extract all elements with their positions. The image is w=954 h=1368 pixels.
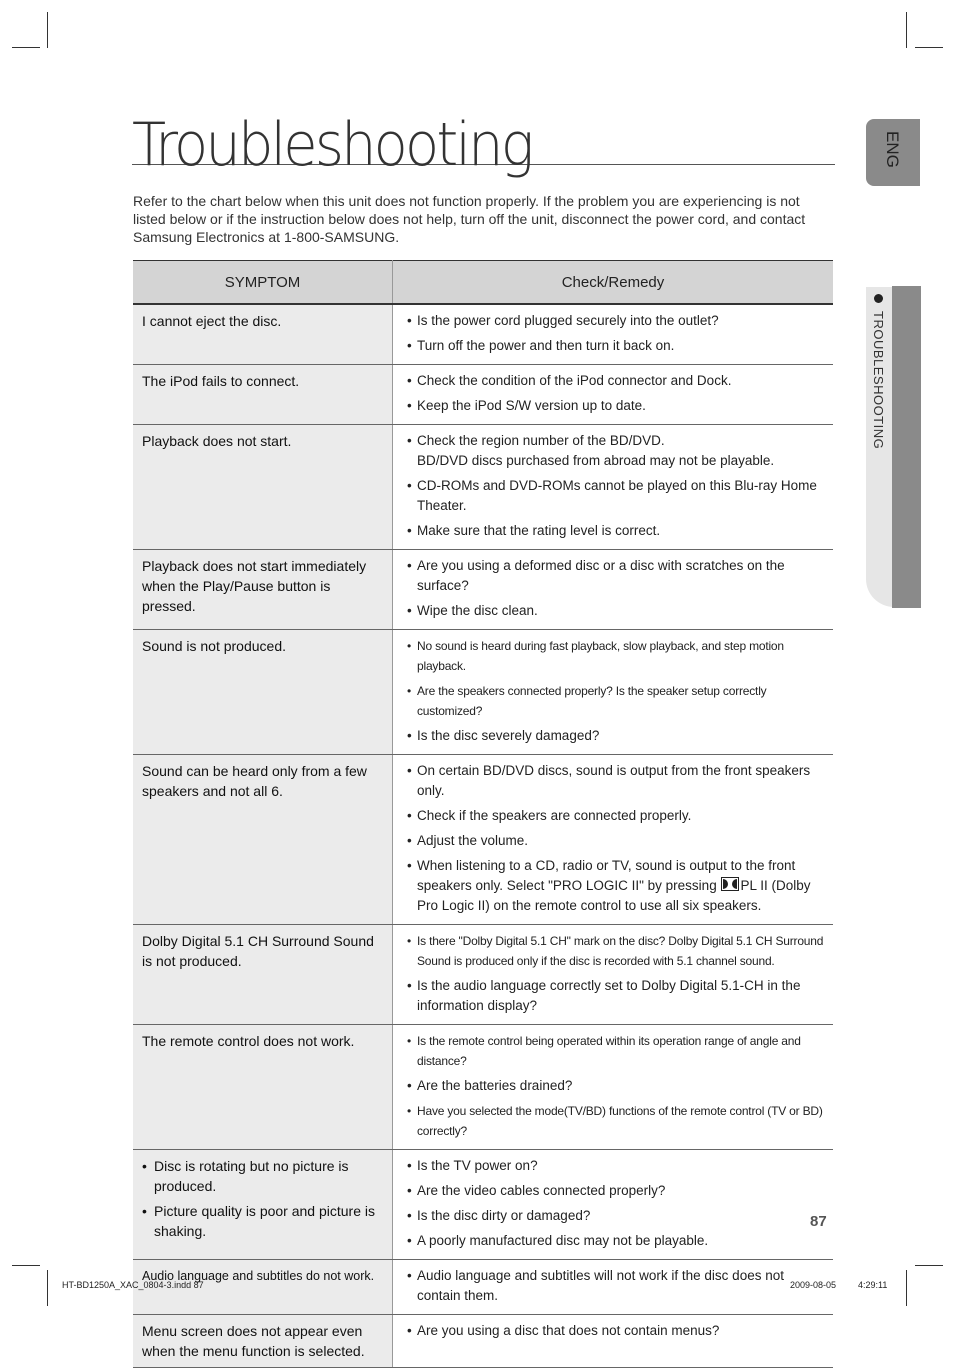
intro-paragraph: Refer to the chart below when this unit does not function properly. If the problem you are experiencing is not listed below or if the instruction below does not help, turn off the unit, disconnect the power cord, and contact Samsung Electronics at 1-800-SAMSUNG. <box>133 193 806 245</box>
table-row <box>133 1315 833 1368</box>
table-row <box>133 1025 833 1150</box>
remedy-item: • Is the TV power on? <box>407 1156 827 1176</box>
remedy-item: • Check the region number of the BD/DVD. BD/DVD discs purchased from abroad may not be playable. <box>407 431 827 471</box>
crop-mark <box>12 1265 40 1266</box>
language-tab <box>866 119 920 186</box>
remedy-item: • Is the disc dirty or damaged? <box>407 1206 827 1226</box>
remedy-item: • Adjust the volume. <box>407 831 827 851</box>
symptom-cell: The iPod fails to connect. <box>133 365 393 425</box>
section-label: TROUBLESHOOTING <box>871 294 886 449</box>
remedy-cell <box>393 304 834 365</box>
symptom-cell: The remote control does not work. <box>133 1025 393 1150</box>
symptom-cell: Audio language and subtitles do not work. <box>133 1260 393 1315</box>
symptom-item: • Picture quality is poor and picture is shaking. <box>142 1201 384 1241</box>
remedy-item: • CD-ROMs and DVD-ROMs cannot be played on this Blu-ray Home Theater. <box>407 476 827 516</box>
remedy-item: • Is the audio language correctly set to Dolby Digital 5.1-CH in the information display? <box>407 976 827 1016</box>
bullet-icon <box>874 294 883 303</box>
table-row <box>133 630 833 755</box>
table-row <box>133 925 833 1025</box>
remedy-item: • Have you selected the mode(TV/BD) functions of the remote control (TV or BD) correctly? <box>407 1101 827 1141</box>
remedy-cell <box>393 550 834 630</box>
remedy-cell <box>393 755 834 925</box>
remedy-cell <box>393 1260 837 1315</box>
crop-mark <box>915 47 943 48</box>
footer-time: 4:29:11 <box>858 1280 888 1290</box>
remedy-item: • No sound is heard during fast playback, slow playback, and step motion playback. <box>407 636 827 676</box>
remedy-item: • When listening to a CD, radio or TV, sound is output to the front speakers only. Select "PRO LOGIC II" by pressing PL II (Dolby Pro Logic II) on the remote control to use all six speakers. <box>407 856 827 916</box>
dolby-logo-icon <box>721 877 739 891</box>
symptom-cell: Playback does not start. <box>133 425 393 550</box>
symptom-cell: Sound is not produced. <box>133 630 393 755</box>
remedy-item: • Is there "Dolby Digital 5.1 CH" mark on the disc? Dolby Digital 5.1 CH Surround Sound is produced only if the disc is recorded with 5.1 channel sound. <box>407 931 827 971</box>
remedy-item: • Audio language and subtitles will not work if the disc does not contain them. <box>407 1266 827 1306</box>
language-label: ENG <box>883 131 902 168</box>
table-row <box>133 304 833 365</box>
symptom-cell: Menu screen does not appear even when the menu function is selected. <box>133 1315 393 1368</box>
crop-mark <box>915 1265 943 1266</box>
remedy-cell <box>393 1025 834 1150</box>
remedy-item: • Is the disc severely damaged? <box>407 726 827 746</box>
remedy-item: • Are you using a deformed disc or a disc with scratches on the surface? <box>407 556 827 596</box>
remedy-item: • Is the power cord plugged securely into the outlet? <box>407 311 827 331</box>
remedy-item: • Turn off the power and then turn it back on. <box>407 336 827 356</box>
table-row <box>133 550 833 630</box>
remedy-cell <box>393 925 834 1025</box>
remedy-cell <box>393 425 834 550</box>
footer-file-info: HT-BD1250A_XAC_0804-3.indd 87 <box>62 1280 204 1290</box>
troubleshooting-table <box>133 260 833 1368</box>
remedy-item: • On certain BD/DVD discs, sound is output from the front speakers only. <box>407 761 827 801</box>
remedy-cell <box>393 1315 834 1368</box>
symptom-item: • Disc is rotating but no picture is produced. <box>142 1156 384 1196</box>
crop-mark <box>47 1270 48 1306</box>
remedy-item: • Is the remote control being operated within its operation range of angle and distance? <box>407 1031 827 1071</box>
remedy-item: • Are you using a disc that does not contain menus? <box>407 1321 827 1341</box>
crop-mark <box>906 1270 907 1306</box>
table-header-row <box>133 261 833 305</box>
remedy-item: • Check if the speakers are connected properly. <box>407 806 827 826</box>
symptom-cell: Dolby Digital 5.1 CH Surround Sound is not produced. <box>133 925 393 1025</box>
symptom-cell: I cannot eject the disc. <box>133 304 393 365</box>
remedy-cell <box>393 365 834 425</box>
crop-mark <box>47 12 48 48</box>
crop-mark <box>12 47 40 48</box>
footer-date: 2009-08-05 <box>790 1280 837 1290</box>
remedy-item: • Make sure that the rating level is correct. <box>407 521 827 541</box>
table-row <box>133 1260 833 1315</box>
remedy-item: • A poorly manufactured disc may not be playable. <box>407 1231 827 1251</box>
remedy-item: • Are the batteries drained? <box>407 1076 827 1096</box>
remedy-item: • Wipe the disc clean. <box>407 601 827 621</box>
remedy-item: • Check the condition of the iPod connector and Dock. <box>407 371 827 391</box>
symptom-cell <box>133 1150 393 1260</box>
table-row <box>133 425 833 550</box>
page-number: 87 <box>810 1213 827 1230</box>
crop-mark <box>906 12 907 48</box>
remedy-cell <box>393 1150 834 1260</box>
page-title: Troubleshooting <box>132 110 835 165</box>
symptom-cell: Playback does not start immediately when the Play/Pause button is pressed. <box>133 550 393 630</box>
remedy-cell <box>393 630 834 755</box>
table-row <box>133 365 833 425</box>
symptom-cell: Sound can be heard only from a few speakers and not all 6. <box>133 755 393 925</box>
remedy-header: Check/Remedy <box>393 261 834 305</box>
symptom-header: SYMPTOM <box>133 261 393 305</box>
remedy-item: • Keep the iPod S/W version up to date. <box>407 396 827 416</box>
side-tab-bar <box>892 286 921 608</box>
remedy-item: • Are the speakers connected properly? Is the speaker setup correctly customized? <box>407 681 827 721</box>
remedy-item: • Are the video cables connected properly? <box>407 1181 827 1201</box>
table-row <box>133 755 833 925</box>
table-row <box>133 1150 833 1260</box>
